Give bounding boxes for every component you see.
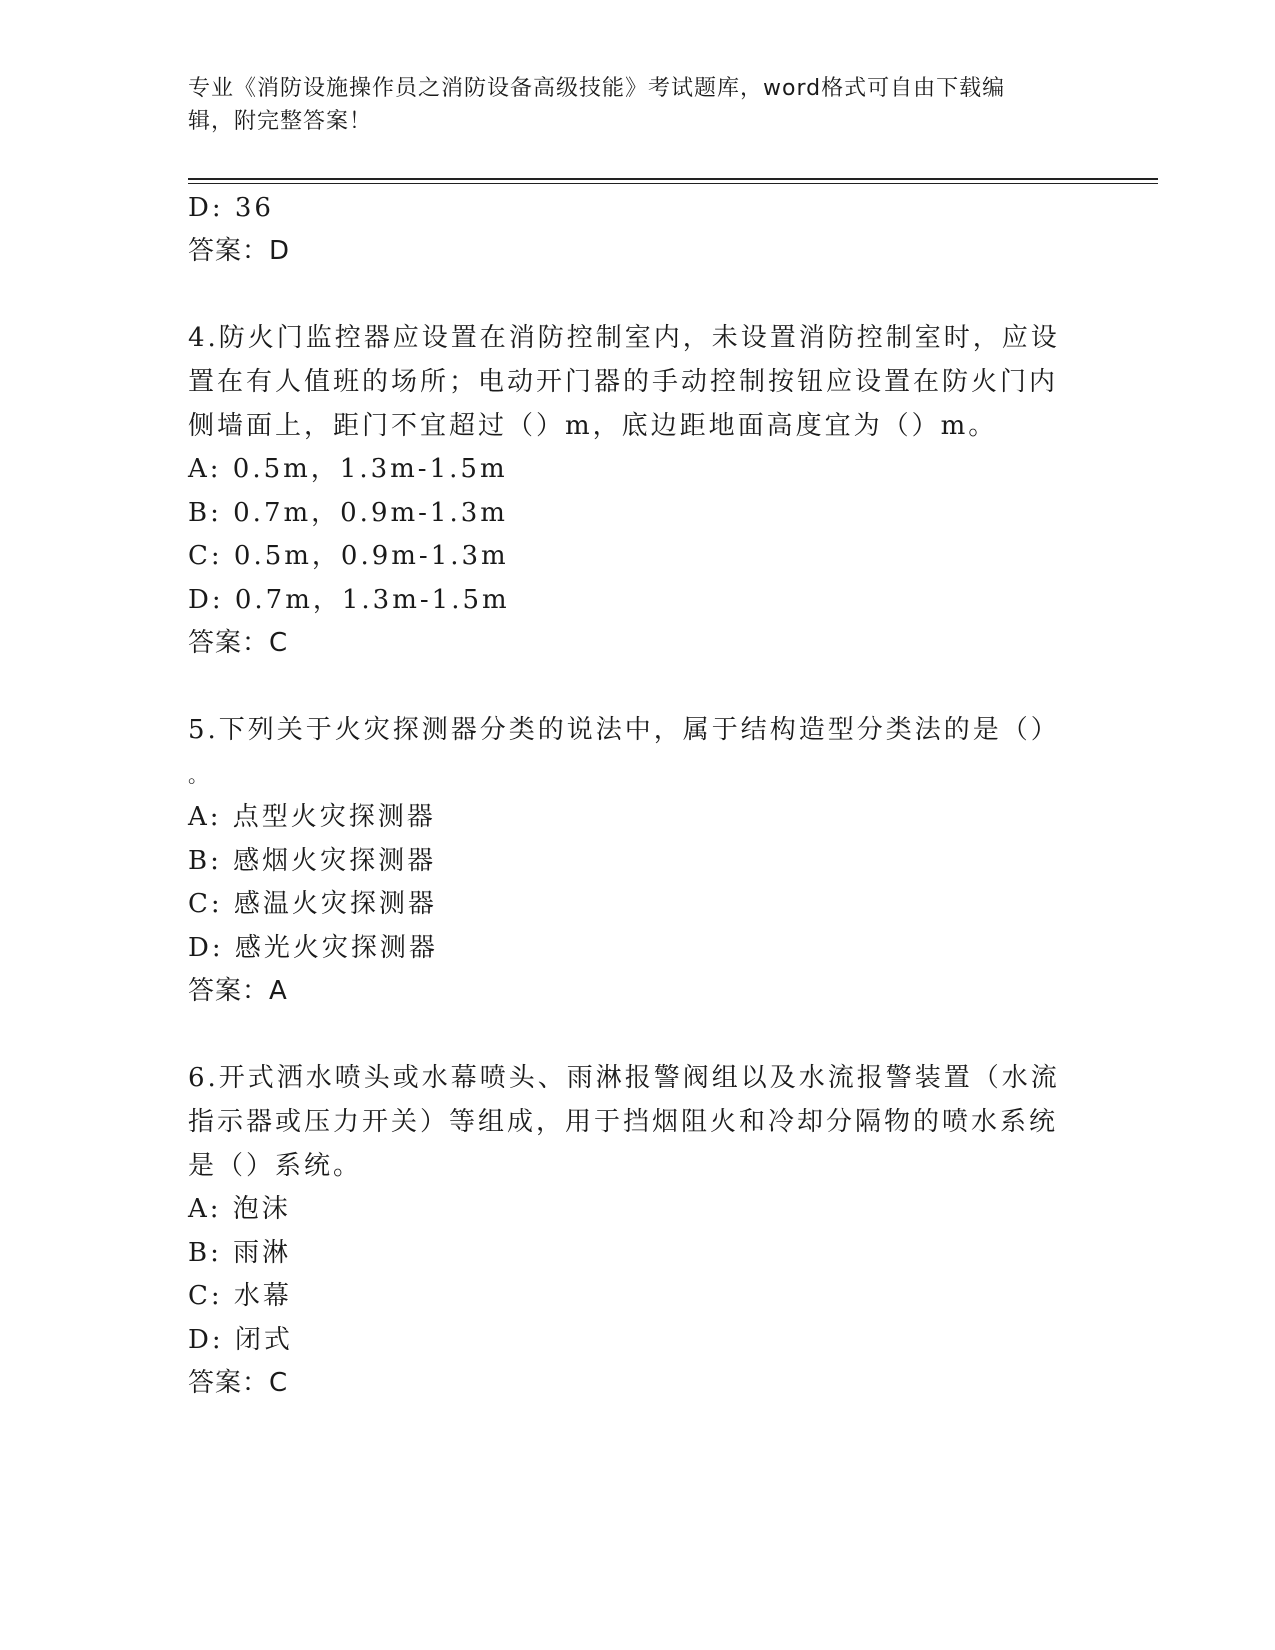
header-divider-thick [188,178,1158,180]
q5-option-c: C: 感温火灾探测器 [188,889,437,919]
q5-stem-line-2: 。 [188,763,211,787]
q4-stem-line-3: 侧墙面上，距门不宜超过（）m，底边距地面高度宜为（）m。 [188,411,998,441]
q3-option-d: D: 36 [188,193,274,223]
q6-option-c: C: 水幕 [188,1281,292,1311]
document-header [188,72,1068,138]
q4-answer: 答案：C [188,628,289,658]
q5-stem-line-1: 5.下列关于火灾探测器分类的说法中，属于结构造型分类法的是（） [188,715,1060,745]
q4-option-b: B: 0.7m，0.9m-1.3m [188,498,508,528]
q4-option-c: C: 0.5m，0.9m-1.3m [188,541,509,571]
q4-stem-line-2: 置在有人值班的场所；电动开门器的手动控制按钮应设置在防火门内 [188,367,1059,397]
q4-option-a: A: 0.5m，1.3m-1.5m [188,454,508,484]
q4-option-d: D: 0.7m，1.3m-1.5m [188,585,510,615]
q6-option-a: A: 泡沫 [188,1194,291,1224]
q5-answer: 答案：A [188,976,288,1006]
q6-option-b: B: 雨淋 [188,1238,292,1268]
q5-option-a: A: 点型火灾探测器 [188,802,436,832]
q6-stem-line-3: 是（）系统。 [188,1151,363,1181]
header-divider-thin [188,183,1158,184]
header-line-1: 专业《消防设施操作员之消防设备高级技能》考试题库，word格式可自由下载编 [188,76,1006,101]
q6-stem-line-2: 指示器或压力开关）等组成，用于挡烟阻火和冷却分隔物的喷水系统 [188,1107,1059,1137]
header-line-2: 辑，附完整答案！ [188,109,373,134]
q5-option-d: D: 感光火灾探测器 [188,933,438,963]
q4-stem-line-1: 4.防火门监控器应设置在消防控制室内，未设置消防控制室时，应设 [188,323,1060,353]
q6-option-d: D: 闭式 [188,1325,293,1355]
q3-answer: 答案：D [188,236,291,266]
q5-option-b: B: 感烟火灾探测器 [188,846,437,876]
q6-stem-line-1: 6.开式洒水喷头或水幕喷头、雨淋报警阀组以及水流报警装置（水流 [188,1063,1060,1093]
q6-answer: 答案：C [188,1368,289,1398]
